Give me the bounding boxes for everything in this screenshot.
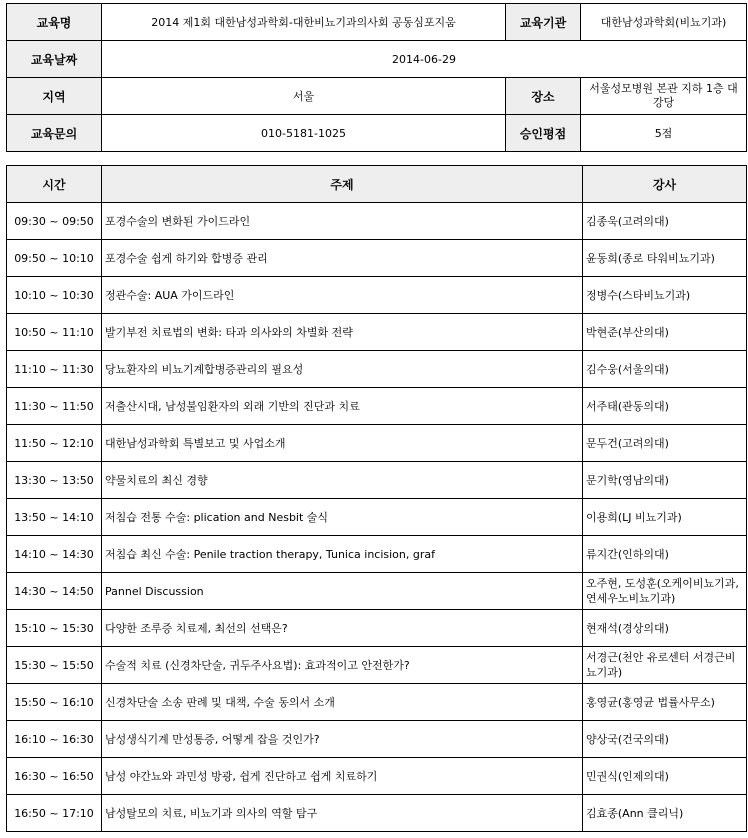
session-topic: 남성 야간뇨와 과민성 방광, 쉽게 진단하고 쉽게 치료하기: [102, 758, 583, 795]
credit-score-value: 5점: [581, 115, 747, 152]
session-lecturer: 양상국(건국의대): [583, 721, 747, 758]
schedule-row: [7, 425, 747, 462]
institution-label: 교육기관: [506, 4, 581, 41]
session-time: 10:50 ~ 11:10: [7, 314, 102, 351]
schedule-row: [7, 499, 747, 536]
session-time: 16:30 ~ 16:50: [7, 758, 102, 795]
course-name-label: 교육명: [7, 4, 102, 41]
schedule-row: [7, 573, 747, 610]
contact-label: 교육문의: [7, 115, 102, 152]
schedule-row: [7, 610, 747, 647]
schedule-row: [7, 277, 747, 314]
session-topic: 당뇨환자의 비뇨기계합병증관리의 필요성: [102, 351, 583, 388]
session-topic: 다양한 조루증 치료제, 최선의 선택은?: [102, 610, 583, 647]
session-lecturer: 윤동희(종로 타워비뇨기과): [583, 240, 747, 277]
session-lecturer: 김종욱(고려의대): [583, 203, 747, 240]
session-time: 09:50 ~ 10:10: [7, 240, 102, 277]
region-label: 지역: [7, 78, 102, 115]
lecturer-column-header: 강사: [583, 166, 747, 203]
course-name-row: [7, 4, 747, 41]
session-time: 15:10 ~ 15:30: [7, 610, 102, 647]
session-topic: 저침습 최신 수술: Penile traction therapy, Tunica incision, graf: [102, 536, 583, 573]
schedule-row: [7, 647, 747, 684]
session-time: 14:10 ~ 14:30: [7, 536, 102, 573]
session-lecturer: 박현준(부산의대): [583, 314, 747, 351]
session-time: 11:50 ~ 12:10: [7, 425, 102, 462]
schedule-row: [7, 684, 747, 721]
region-place-row: [7, 78, 747, 115]
session-topic: 포경수술의 변화된 가이드라인: [102, 203, 583, 240]
session-lecturer: 오주현, 도성훈(오케이비뇨기과, 연세우노비뇨기과): [583, 573, 747, 610]
contact-score-row: [7, 115, 747, 152]
session-lecturer: 홍영균(홍영균 법률사무소): [583, 684, 747, 721]
session-topic: 수술적 치료 (신경차단술, 귀두주사요법): 효과적이고 안전한가?: [102, 647, 583, 684]
session-topic: 신경차단술 소송 판례 및 대책, 수술 동의서 소개: [102, 684, 583, 721]
session-lecturer: 김효종(Ann 클리닉): [583, 795, 747, 832]
session-lecturer: 민권식(인제의대): [583, 758, 747, 795]
session-time: 15:50 ~ 16:10: [7, 684, 102, 721]
session-topic: 약물치료의 최신 경향: [102, 462, 583, 499]
course-date-label: 교육날짜: [7, 41, 102, 78]
session-lecturer: 정병수(스타비뇨기과): [583, 277, 747, 314]
session-lecturer: 이용희(LJ 비뇨기과): [583, 499, 747, 536]
session-lecturer: 현재석(경상의대): [583, 610, 747, 647]
session-time: 10:10 ~ 10:30: [7, 277, 102, 314]
schedule-row: [7, 536, 747, 573]
schedule-row: [7, 721, 747, 758]
session-lecturer: 김수웅(서울의대): [583, 351, 747, 388]
schedule-row: [7, 240, 747, 277]
session-topic: 정관수술: AUA 가이드라인: [102, 277, 583, 314]
place-label: 장소: [506, 78, 581, 115]
session-lecturer: 서경근(천안 유로센터 서경근비뇨기과): [583, 647, 747, 684]
course-name-value: 2014 제1회 대한남성과학회-대한비뇨기과의사회 공동심포지움: [102, 4, 506, 41]
session-time: 16:50 ~ 17:10: [7, 795, 102, 832]
schedule-row: [7, 758, 747, 795]
schedule-row: [7, 203, 747, 240]
session-lecturer: 문두건(고려의대): [583, 425, 747, 462]
session-time: 11:10 ~ 11:30: [7, 351, 102, 388]
course-date-value: 2014-06-29: [102, 41, 747, 78]
session-time: 13:30 ~ 13:50: [7, 462, 102, 499]
contact-value: 010-5181-1025: [102, 115, 506, 152]
schedule-row: [7, 351, 747, 388]
schedule-row: [7, 388, 747, 425]
course-date-row: [7, 41, 747, 78]
session-time: 11:30 ~ 11:50: [7, 388, 102, 425]
schedule-row: [7, 795, 747, 832]
session-time: 15:30 ~ 15:50: [7, 647, 102, 684]
schedule-table: [6, 165, 747, 832]
course-info-table: [6, 3, 747, 152]
schedule-header-row: [7, 166, 747, 203]
session-topic: 발기부전 치료법의 변화: 타과 의사와의 차별화 전략: [102, 314, 583, 351]
session-topic: 저침습 전통 수술: plication and Nesbit 술식: [102, 499, 583, 536]
session-time: 14:30 ~ 14:50: [7, 573, 102, 610]
institution-value: 대한남성과학회(비뇨기과): [581, 4, 747, 41]
session-time: 09:30 ~ 09:50: [7, 203, 102, 240]
schedule-row: [7, 314, 747, 351]
session-topic: Pannel Discussion: [102, 573, 583, 610]
schedule-row: [7, 462, 747, 499]
session-lecturer: 서주태(관동의대): [583, 388, 747, 425]
session-topic: 대한남성과학회 특별보고 및 사업소개: [102, 425, 583, 462]
session-topic: 포경수술 쉽게 하기와 합병증 관리: [102, 240, 583, 277]
topic-column-header: 주제: [102, 166, 583, 203]
session-time: 13:50 ~ 14:10: [7, 499, 102, 536]
place-value: 서울성모병원 본관 지하 1층 대강당: [581, 78, 747, 115]
session-lecturer: 류지간(인하의대): [583, 536, 747, 573]
credit-score-label: 승인평점: [506, 115, 581, 152]
session-topic: 남성생식기계 만성통증, 어떻게 잡을 것인가?: [102, 721, 583, 758]
session-topic: 남성탈모의 치료, 비뇨기과 의사의 역할 탐구: [102, 795, 583, 832]
session-lecturer: 문기학(영남의대): [583, 462, 747, 499]
time-column-header: 시간: [7, 166, 102, 203]
session-time: 16:10 ~ 16:30: [7, 721, 102, 758]
session-topic: 저출산시대, 남성불임환자의 외래 기반의 진단과 치료: [102, 388, 583, 425]
region-value: 서울: [102, 78, 506, 115]
